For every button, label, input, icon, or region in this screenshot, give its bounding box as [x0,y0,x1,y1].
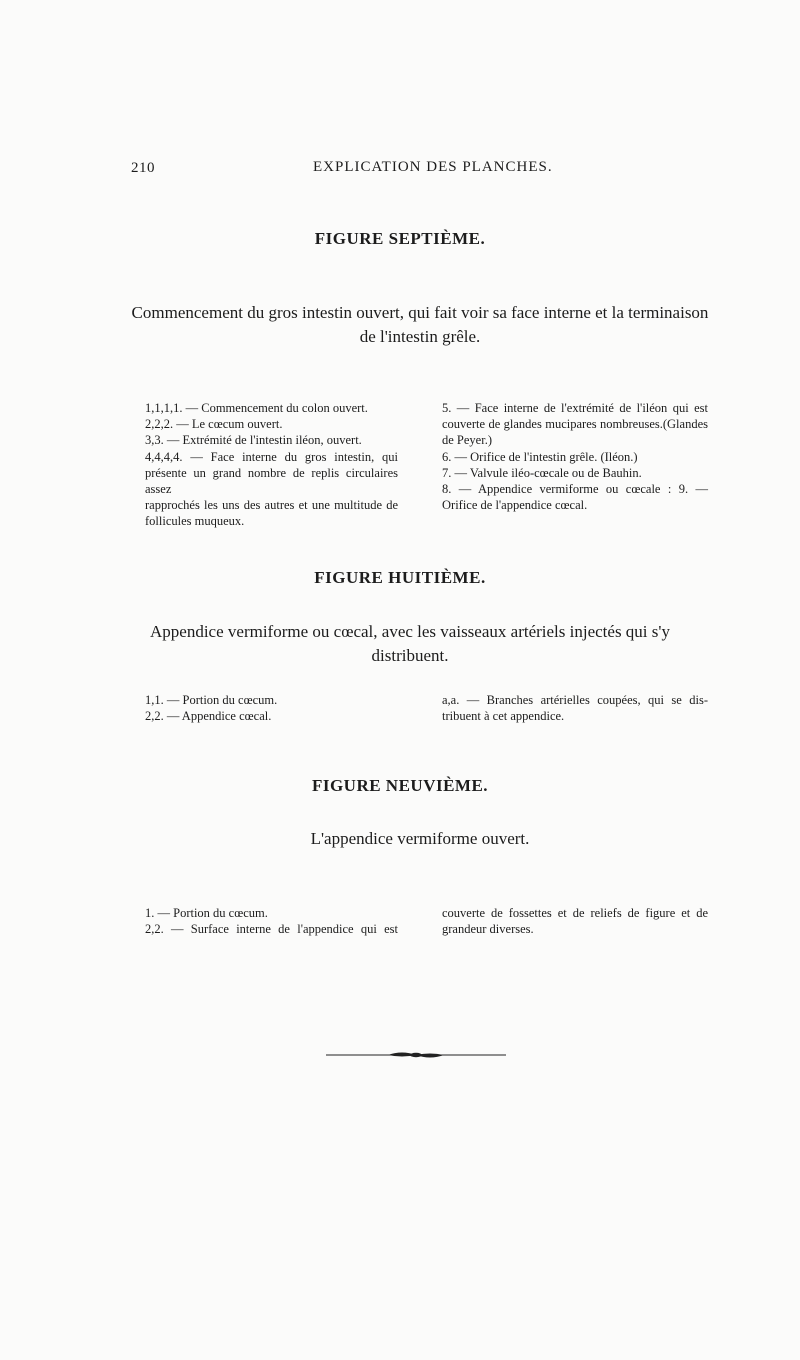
figure9-legend-right [442,905,708,937]
legend-line: 6. — Orifice de l'intestin grêle. (Iléon.) [442,449,638,464]
legend-line: Orifice de l'appendice cœcal. [442,498,588,513]
legend-line: 3,3. — Extrémité de l'intestin iléon, ouvert. [145,433,362,448]
legend-line: 2,2,2. — Le cœcum ouvert. [145,417,283,432]
legend-line: grandeur diverses. [442,922,534,937]
legend-line: couverte de fossettes et de reliefs de figure et de [442,906,708,920]
legend-line: 4,4,4,4. — Face interne du gros intestin, qui [145,449,398,464]
legend-line: 1. — Portion du cœcum. [145,906,268,920]
figure8-caption: Appendice vermiforme ou cœcal, avec les vaisseaux artériels injectés qui s'y distribuent. [150,622,670,665]
figure9-caption: L'appendice vermiforme ouvert. [310,829,530,848]
legend-line: 2,2. — Appendice cœcal. [145,709,272,724]
page-number: 210 [131,160,155,176]
legend-line: 8. — Appendice vermiforme ou cœcale : 9. — [442,482,708,497]
legend-line: de Peyer.) [442,433,492,448]
legend-line: 1,1,1,1. — Commencement du colon ouvert. [145,401,368,415]
running-title: EXPLICATION DES PLANCHES. [313,159,553,175]
figure7-title: FIGURE SEPTIÈME. [314,229,486,248]
figure8-legend-right [442,692,708,724]
figure9-legend-left [145,905,398,937]
legend-line: a,a. — Branches artérielles coupées, qui se dis- [442,693,708,707]
legend-line: follicules muqueux. [145,514,245,529]
figure9-title: FIGURE NEUVIÈME. [311,776,489,795]
figure7-caption: Commencement du gros intestin ouvert, qui fait voir sa face interne et la terminaison de l'intestin grêle. [131,303,709,346]
end-ornament-icon [326,1049,506,1061]
figure7-legend-left [145,400,398,530]
legend-line: couverte de glandes mucipares nombreuses.(Glandes [442,417,708,432]
legend-line: tribuent à cet appendice. [442,709,565,724]
figure8-title: FIGURE HUITIÈME. [314,568,486,587]
figure7-legend-right [442,400,708,513]
figure8-legend-left [145,692,398,724]
legend-line: 5. — Face interne de l'extrémité de l'iléon qui est [442,401,708,415]
legend-line: 2,2. — Surface interne de l'appendice qui est [145,922,398,937]
legend-line: rapprochés les uns des autres et une multitude de [145,498,398,513]
legend-line: 1,1. — Portion du cœcum. [145,693,278,707]
legend-line: 7. — Valvule iléo-cœcale ou de Bauhin. [442,465,642,480]
legend-line: présente un grand nombre de replis circulaires assez [145,465,398,497]
